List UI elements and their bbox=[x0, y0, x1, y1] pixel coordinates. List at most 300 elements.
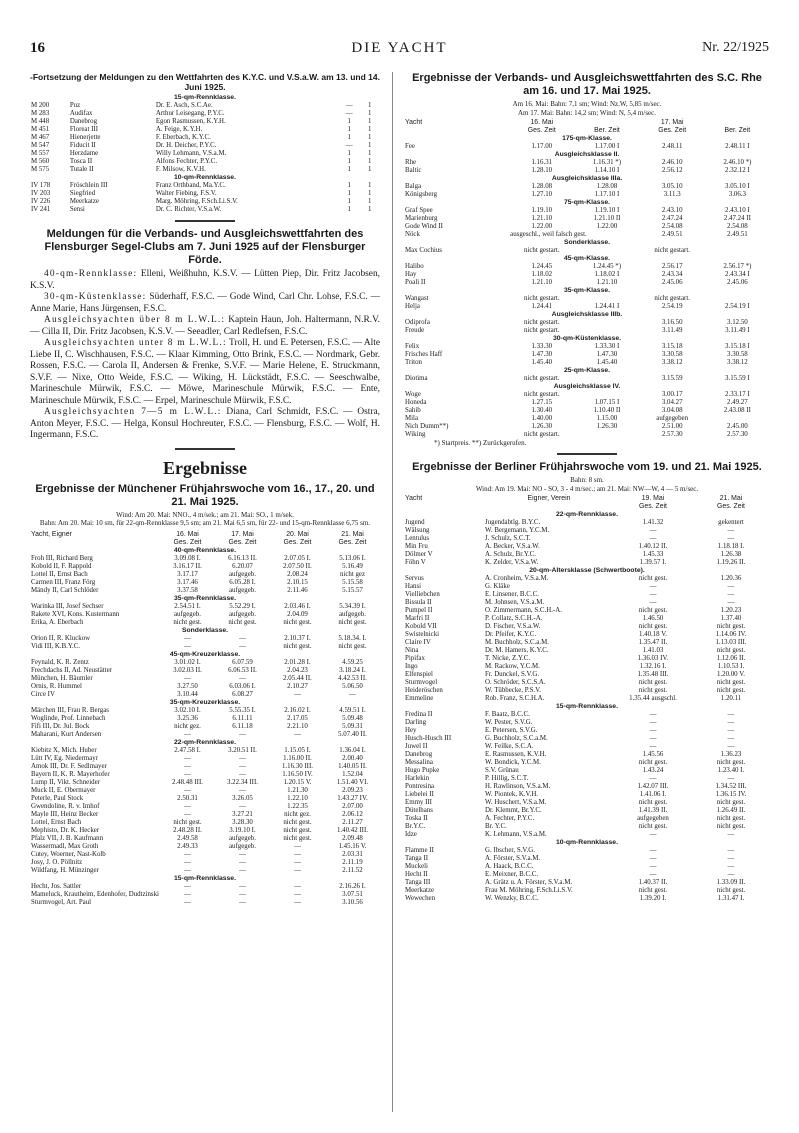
table-row bbox=[404, 215, 770, 223]
table-cell: S.V. Grünau bbox=[485, 767, 519, 774]
table-cell: 1.19.10 I bbox=[594, 207, 620, 214]
table-cell: 1.16.31 bbox=[531, 159, 553, 166]
table-cell: Emmy III bbox=[405, 799, 432, 806]
table-cell: 3.17.17 bbox=[177, 570, 198, 578]
table-cell: Hey bbox=[405, 727, 417, 734]
table-cell: 1.35.47 II. bbox=[638, 639, 668, 646]
table-cell: nicht gest. bbox=[283, 642, 312, 650]
table-cell: — bbox=[294, 858, 301, 866]
header-cell: Eigner, Verein bbox=[527, 495, 571, 502]
table-cell: — bbox=[727, 711, 735, 718]
table-row bbox=[404, 687, 770, 695]
table-cell: P. Hillig, S.C.T. bbox=[485, 775, 529, 782]
table-cell: 3.10.44 bbox=[177, 690, 198, 698]
page-header bbox=[30, 40, 769, 66]
table-cell: 2.48.28 II. bbox=[173, 826, 202, 834]
table-row bbox=[404, 191, 770, 199]
table-row bbox=[404, 671, 770, 679]
table-cell: — bbox=[184, 674, 191, 682]
table-cell: Juwel II bbox=[405, 743, 428, 750]
table-cell: — bbox=[184, 810, 191, 818]
table-cell: — bbox=[727, 735, 735, 742]
table-cell: Marienburg bbox=[405, 215, 438, 222]
table-cell: 1.22.00 bbox=[531, 223, 553, 230]
table-cell: 1 bbox=[368, 150, 372, 157]
table-cell: 5.18.34. I. bbox=[338, 634, 367, 642]
table-cell: — bbox=[349, 690, 356, 698]
table-row bbox=[404, 647, 770, 655]
munich-table bbox=[30, 531, 380, 907]
table-cell: 1.14.10 I bbox=[594, 167, 620, 174]
table-cell: — bbox=[239, 770, 246, 778]
table-cell: nicht gest. bbox=[338, 642, 367, 650]
table-cell: 1.14.06 IV. bbox=[715, 631, 747, 638]
table-cell: 2.45.00 bbox=[727, 423, 748, 430]
table-cell: 1.51.40 VI. bbox=[336, 778, 369, 786]
table-row bbox=[404, 735, 770, 743]
table-row bbox=[404, 607, 770, 615]
table-cell: 1.47.30 bbox=[531, 351, 553, 358]
table-cell: 3.11.3 bbox=[663, 191, 681, 198]
table-cell: 2.46.10 bbox=[661, 159, 683, 166]
header-cell: 16. Mai bbox=[530, 119, 554, 126]
table-cell: Tutale II bbox=[69, 166, 94, 173]
class-row bbox=[404, 135, 770, 143]
class-label: 45-qm-Kreuzerklasse. bbox=[169, 650, 241, 658]
table-cell: Gwendoline, R. v. Imhof bbox=[31, 802, 100, 810]
table-row bbox=[404, 887, 770, 895]
table-row bbox=[404, 399, 770, 407]
table-cell: 5.09.48 bbox=[342, 714, 363, 722]
table-cell: 1 bbox=[347, 190, 351, 197]
table-row bbox=[404, 327, 770, 335]
class-row bbox=[404, 151, 770, 159]
table-cell: 2.43.34 I bbox=[725, 271, 750, 278]
table-cell: 1.16.00 II. bbox=[283, 754, 312, 762]
header-cell: Ber. Zeit bbox=[724, 127, 751, 134]
table-cell: 1.22.10 bbox=[287, 794, 308, 802]
table-row bbox=[404, 743, 770, 751]
table-cell: 2.57.30 bbox=[661, 431, 683, 438]
table-cell: E. Meixner, B.C.C. bbox=[485, 871, 539, 878]
table-cell: Ornis, R. Hummel bbox=[31, 682, 82, 690]
table-cell: 1.28.08 bbox=[531, 183, 553, 190]
table-cell bbox=[574, 319, 639, 327]
table-cell: 2.00.40 bbox=[342, 754, 363, 762]
table-cell: 3.05.10 bbox=[661, 183, 683, 190]
header-cell bbox=[404, 503, 484, 511]
table-cell: 1.45.56 bbox=[642, 751, 664, 758]
table-cell: Alfons Fechter, P.Y.C. bbox=[155, 158, 218, 165]
table-cell: 1.07.15 I bbox=[594, 399, 620, 406]
table-cell: 1.34.52 III. bbox=[715, 783, 747, 790]
table-cell: 1.20.15 V. bbox=[283, 778, 312, 786]
table-cell: 1.40.12 II. bbox=[638, 543, 668, 550]
table-cell: 6.06.53 II. bbox=[228, 666, 257, 674]
table-cell: Sturmvogel bbox=[405, 679, 438, 686]
table-cell: G. Kläke bbox=[485, 583, 510, 590]
table-cell bbox=[574, 295, 639, 303]
header-cell: Ges. Zeit bbox=[527, 127, 556, 134]
class-label: 35-qm-Rennklasse. bbox=[174, 594, 236, 602]
table-cell: — bbox=[345, 102, 353, 109]
table-row bbox=[404, 519, 770, 527]
table-row bbox=[404, 551, 770, 559]
table-cell: 2.48.48 III. bbox=[171, 778, 203, 786]
table-cell: 5.06.50 bbox=[342, 682, 363, 690]
table-cell: Froh III, Richard Berg bbox=[31, 554, 93, 562]
table-cell: 1.41.39 II. bbox=[638, 807, 668, 814]
table-row bbox=[404, 407, 770, 415]
table-cell: 1.18.02 bbox=[531, 271, 553, 278]
table-cell: 3.11.49 bbox=[661, 327, 683, 334]
table-row bbox=[30, 763, 380, 771]
table-row bbox=[404, 591, 770, 599]
table-cell: Lottel, Ernst Bach bbox=[31, 818, 82, 826]
berlin-course: Bahn: 8 sm. bbox=[570, 476, 604, 484]
table-row bbox=[404, 719, 770, 727]
table-cell: Jugendabtlg. B.Y.C. bbox=[485, 519, 541, 526]
table-row bbox=[404, 543, 770, 551]
table-row bbox=[30, 110, 380, 118]
table-cell: 1.21.30 bbox=[287, 786, 308, 794]
header-row bbox=[404, 503, 770, 511]
table-cell: — bbox=[727, 743, 735, 750]
table-cell: 1 bbox=[347, 198, 351, 205]
continuation-title: -Fortsetzung der Meldungen zu den Wettfahrten des K.Y.C. und V.S.a.W. am 13. und 14. Juni 1925. bbox=[30, 72, 380, 92]
table-cell: 5.52.29 I. bbox=[229, 602, 256, 610]
table-row bbox=[404, 423, 770, 431]
table-cell: — bbox=[649, 831, 657, 838]
table-row bbox=[404, 183, 770, 191]
table-cell: Helja bbox=[405, 303, 420, 310]
table-row bbox=[30, 771, 380, 779]
table-row bbox=[404, 791, 770, 799]
table-cell: Woglinde, Prof. Linnebach bbox=[31, 714, 106, 722]
table-row bbox=[30, 835, 380, 843]
table-cell: 2.32.12 I bbox=[725, 167, 750, 174]
table-cell: A. Cronheim, V.S.a.M. bbox=[485, 575, 549, 582]
table-cell: 2.07.05 I. bbox=[284, 554, 311, 562]
table-cell: 1.28.08 bbox=[596, 183, 618, 190]
table-cell: Franz Orthband, Ma.Y.C. bbox=[155, 182, 226, 189]
header-cell: Yacht, Eigner bbox=[31, 530, 72, 538]
table-cell: Dr. H. Deicher, P.Y.C. bbox=[155, 142, 217, 149]
table-row bbox=[404, 223, 770, 231]
table-cell: 1.26.38 bbox=[720, 551, 742, 558]
table-cell: 1.52.04 bbox=[342, 770, 363, 778]
header-cell: 20. Mai bbox=[286, 530, 309, 538]
table-cell: 1.16.50 IV. bbox=[282, 770, 313, 778]
table-row bbox=[404, 279, 770, 287]
table-cell: 6.05.28 I. bbox=[229, 578, 256, 586]
table-cell: 1 bbox=[347, 206, 351, 213]
table-cell: Wangast bbox=[405, 295, 429, 302]
table-cell: Kobold VII bbox=[405, 623, 437, 630]
column-divider bbox=[392, 72, 393, 1112]
table-row bbox=[30, 150, 380, 158]
table-cell: gekentert bbox=[718, 519, 744, 526]
table-cell: nicht gest. bbox=[716, 647, 746, 654]
table-cell: — bbox=[184, 754, 191, 762]
table-cell: — bbox=[184, 882, 191, 890]
table-cell: F. Milsow, K.V.H. bbox=[155, 166, 206, 173]
table-cell: 6.11.11 bbox=[232, 714, 253, 722]
table-row bbox=[404, 711, 770, 719]
table-cell: — bbox=[727, 719, 735, 726]
table-cell: A. Fechter, P.Y.C. bbox=[485, 815, 535, 822]
table-cell: Frau M. Möhring, F.Sch.Li.S.V. bbox=[485, 887, 573, 894]
table-row bbox=[30, 859, 380, 867]
header-cell: 17. Mai bbox=[660, 119, 684, 126]
header-cell: 17. Mai bbox=[231, 530, 254, 538]
header-cell: 21. Mai bbox=[719, 495, 743, 502]
table-cell: 1.45.16 V. bbox=[338, 842, 367, 850]
table-cell: 1 bbox=[368, 110, 372, 117]
table-row bbox=[404, 847, 770, 855]
table-row bbox=[404, 807, 770, 815]
table-cell: M 467 bbox=[31, 134, 50, 141]
table-cell: Danebrog bbox=[69, 118, 98, 125]
table-row bbox=[30, 635, 380, 643]
rhe-table bbox=[404, 119, 770, 439]
table-cell: A. Schulz, Br.Y.C. bbox=[485, 551, 536, 558]
table-cell: Märchen III, Frau R. Bergas bbox=[31, 706, 109, 714]
table-cell: Dr. M. Hamers, K.Y.C. bbox=[485, 647, 549, 654]
table-cell: aufgegeb. bbox=[229, 834, 256, 842]
table-cell: 2.49.58 bbox=[177, 834, 198, 842]
table-cell: W. Feilke, S.C.A. bbox=[485, 743, 534, 750]
header-cell: Yacht bbox=[405, 119, 423, 126]
table-cell: M. Johnsen, V.S.a.M. bbox=[485, 599, 545, 606]
header-cell: Ges. Zeit bbox=[173, 538, 202, 546]
table-cell: Josy, J. O. Pöllnitz bbox=[31, 858, 83, 866]
table-cell: Swistelnicki bbox=[405, 631, 440, 638]
separator bbox=[175, 448, 235, 450]
table-row bbox=[30, 899, 380, 907]
table-cell: — bbox=[727, 527, 735, 534]
table-row bbox=[30, 811, 380, 819]
table-cell: — bbox=[649, 735, 657, 742]
table-row bbox=[404, 271, 770, 279]
table-cell: Honeda bbox=[405, 399, 427, 406]
table-cell: A. Haack, B.C.C. bbox=[485, 863, 534, 870]
table-cell: nicht gest. bbox=[638, 887, 668, 894]
entry-paragraph bbox=[30, 269, 380, 292]
class-label: 22-qm-Rennklasse. bbox=[556, 511, 618, 518]
table-cell: — bbox=[239, 858, 246, 866]
table-cell: 2.57.30 bbox=[727, 431, 748, 438]
table-cell: Maharani, Kurt Andersen bbox=[31, 730, 102, 738]
table-row bbox=[404, 575, 770, 583]
table-cell: 2.10.27 bbox=[287, 682, 308, 690]
table-cell: Kiebitz X, Mich. Huber bbox=[31, 746, 97, 754]
table-cell: 1.36.23 bbox=[720, 751, 742, 758]
table-cell: IV 178 bbox=[31, 182, 51, 189]
table-cell: 1.15.05 I. bbox=[284, 746, 311, 754]
table-cell: Graf Spee bbox=[405, 207, 433, 214]
table-cell bbox=[574, 327, 639, 335]
table-cell: — bbox=[649, 591, 657, 598]
munich-course: Bahn: Am 20. Mai: 10 sm, für 22-qm-Rennklasse 9,5 sm; am 21. Mai 6,5 sm, für 22- und 15-qm-Rennklasse 6,75 sm. bbox=[39, 519, 371, 527]
table-cell: Heideröschen bbox=[405, 687, 443, 694]
table-cell: 2.54.51 I. bbox=[174, 602, 201, 610]
table-row bbox=[404, 767, 770, 775]
table-cell: 2.51.00 bbox=[661, 423, 683, 430]
table-row bbox=[30, 691, 380, 699]
class-label: Ausgleichsklasse IV. bbox=[553, 383, 621, 390]
table-cell: Danebrog bbox=[405, 751, 433, 758]
table-cell: M 283 bbox=[31, 110, 50, 117]
table-cell: Muckeli bbox=[405, 863, 428, 870]
table-cell: nicht gest. bbox=[173, 618, 202, 626]
table-row bbox=[30, 819, 380, 827]
table-cell: — bbox=[184, 898, 191, 906]
table-row bbox=[404, 799, 770, 807]
berlin-title: Ergebnisse der Berliner Frühjahrswoche vom 19. und 21. Mai 1925. bbox=[412, 461, 762, 473]
class-lead: Ausgleichsyachten unter 8 m L.W.L.: bbox=[44, 338, 227, 348]
table-cell: 1.33.30 bbox=[531, 343, 553, 350]
table-cell: Max Cochius bbox=[405, 247, 442, 254]
berlin-wind: Wind: Am 19. Mai: NO - SO, 3 - 4 m/sec.; am 21. Mai: NW—W, 4 — 5 m/sec. bbox=[475, 484, 699, 493]
table-cell: A. Förster, S.V.a.M. bbox=[485, 855, 541, 862]
table-row bbox=[404, 631, 770, 639]
table-cell: W. Wenzky, B.C.C. bbox=[485, 895, 539, 902]
table-cell: 2.43.34 bbox=[661, 271, 683, 278]
table-cell: nicht gez. bbox=[284, 810, 311, 818]
table-cell: Br. Y.C. bbox=[485, 823, 507, 830]
table-cell: Egon Rasmussen, K.Y.H. bbox=[155, 118, 226, 125]
table-cell: Kobold II, F. Rappold bbox=[31, 562, 92, 570]
table-cell: Woge bbox=[405, 391, 421, 398]
table-cell: — bbox=[239, 786, 246, 794]
table-cell: nicht gestart. bbox=[523, 375, 560, 382]
table-cell: 1 bbox=[368, 182, 372, 189]
table-cell: W. Bondick, Y.C.M. bbox=[485, 759, 541, 766]
table-cell: nicht gest. bbox=[716, 815, 746, 822]
table-cell: 1.24.41 bbox=[531, 303, 553, 310]
table-row bbox=[404, 167, 770, 175]
table-cell: M. Rackow, Y.C.M. bbox=[485, 663, 540, 670]
table-cell: — bbox=[184, 850, 191, 858]
table-row bbox=[30, 619, 380, 627]
table-cell: — bbox=[727, 871, 735, 878]
class-lead: 30-qm-Küstenklasse: bbox=[44, 292, 147, 302]
table-cell: aufgegeb. bbox=[229, 610, 256, 618]
table-cell: Poali II bbox=[405, 279, 426, 286]
table-cell: O. Schröder, S.C.S.A. bbox=[485, 679, 546, 686]
table-cell: Lentulus bbox=[405, 535, 430, 542]
entry-paragraph bbox=[30, 338, 380, 407]
header-cell: Yacht bbox=[405, 495, 423, 502]
table-cell: 1 bbox=[347, 166, 351, 173]
table-cell: nicht gestart. bbox=[523, 431, 560, 438]
table-row bbox=[30, 723, 380, 731]
table-row bbox=[404, 527, 770, 535]
table-cell bbox=[705, 415, 770, 423]
table-cell: — bbox=[727, 591, 735, 598]
table-cell: — bbox=[184, 730, 191, 738]
table-cell: Siegfried bbox=[69, 190, 96, 197]
class-row bbox=[404, 703, 770, 711]
table-cell: nicht gest. bbox=[716, 759, 746, 766]
class-row bbox=[30, 174, 380, 182]
table-cell: Circe IV bbox=[31, 690, 55, 698]
table-cell: — bbox=[649, 711, 657, 718]
table-cell: 1.42.07 III. bbox=[637, 783, 669, 790]
table-cell: Muck II, E. Obermayer bbox=[31, 786, 96, 794]
table-cell: 3.09.08 I. bbox=[174, 554, 201, 562]
table-cell: 2.08.24 bbox=[287, 570, 308, 578]
table-row bbox=[30, 659, 380, 667]
table-cell: 1 bbox=[347, 126, 351, 133]
table-row bbox=[404, 775, 770, 783]
entry-text: Troll, H. und E. Petersen, F.S.C. — Alte Liebe II, C. Wischhausen, F.S.C. — Klaar Kimming, Otto Brink, F.S.C. — Nordmark, Gebr. Rossen, F.S.C. — Carola II, Andersen & Frenke, S.V.F. — Marie Helene, E. Struckmann, S.V.F. — Nixe, Otto Weide, F.S.C. — Wiking, H. Lückstädt, F.S.C. — Seeschwalbe, Marineschule Mürwik, F.S.C. — Möwe, Marineschule Mürwik, F.S.C. — Ente, Marineschule Mürwik, F.S.C. — Erpel, Marineschule Mürwik, F.S.C. bbox=[30, 338, 380, 406]
separator bbox=[175, 220, 235, 222]
table-cell: E. Petersen, S.V.G. bbox=[485, 727, 538, 734]
table-row bbox=[404, 727, 770, 735]
table-cell: 2.04.09 bbox=[287, 610, 308, 618]
table-cell: 2.54.19 bbox=[661, 303, 683, 310]
table-cell: 6.11.18 bbox=[232, 722, 253, 730]
table-cell: Freude bbox=[405, 327, 425, 334]
table-row bbox=[30, 891, 380, 899]
table-row bbox=[404, 695, 770, 703]
table-cell: 1.26.49 II. bbox=[716, 807, 746, 814]
class-label: 15-qm-Rennklasse. bbox=[556, 703, 618, 710]
table-cell: nicht gest. bbox=[283, 826, 312, 834]
table-row bbox=[30, 206, 380, 214]
table-cell: 3.38.12 bbox=[661, 359, 683, 366]
table-row bbox=[30, 731, 380, 739]
table-cell: 6.08.27 bbox=[232, 690, 253, 698]
table-cell: A. Feige, K.Y.H. bbox=[155, 126, 203, 133]
table-cell: 1.15.00 bbox=[596, 415, 618, 422]
table-row bbox=[30, 843, 380, 851]
table-cell: 1.28.10 bbox=[531, 167, 553, 174]
table-cell: ausgeschl., weil falsch gest. bbox=[510, 231, 587, 238]
table-cell: 2.46.10 *) bbox=[723, 159, 752, 166]
table-cell: nicht gest. bbox=[638, 607, 668, 614]
table-row bbox=[30, 747, 380, 755]
entry-paragraph bbox=[30, 315, 380, 338]
table-row bbox=[404, 559, 770, 567]
table-cell: Marg. Möhring, F.Sch.Li.S.V. bbox=[155, 198, 238, 205]
table-cell: nicht gestart. bbox=[654, 295, 690, 302]
table-cell: Meerkatze bbox=[69, 198, 99, 205]
issue-number: Nr. 22/1925 bbox=[702, 40, 769, 55]
table-cell: 5.16.49 bbox=[342, 562, 363, 570]
table-cell: aufgegeben bbox=[637, 815, 669, 822]
class-row bbox=[30, 739, 380, 747]
table-cell: 1.43.24 bbox=[642, 767, 664, 774]
table-cell: 3.07.51 bbox=[342, 890, 363, 898]
table-cell: 1 bbox=[347, 158, 351, 165]
table-cell: — bbox=[184, 858, 191, 866]
table-cell: 1.36.04 I. bbox=[339, 746, 366, 754]
table-cell: M 557 bbox=[31, 150, 50, 157]
table-cell: 6.07.59 bbox=[232, 658, 253, 666]
class-label: 22-qm-Rennklasse. bbox=[174, 738, 236, 746]
table-cell: 5.07.40 II. bbox=[338, 730, 367, 738]
header-cell bbox=[484, 503, 614, 511]
table-cell: 2.10.15 bbox=[287, 578, 308, 586]
class-row bbox=[404, 383, 770, 391]
table-cell: 3.16.50 bbox=[661, 319, 683, 326]
table-cell bbox=[574, 375, 639, 383]
table-cell: Lottel II, Ernst Bach bbox=[31, 570, 88, 578]
table-cell: 6.16.13 II. bbox=[228, 554, 257, 562]
